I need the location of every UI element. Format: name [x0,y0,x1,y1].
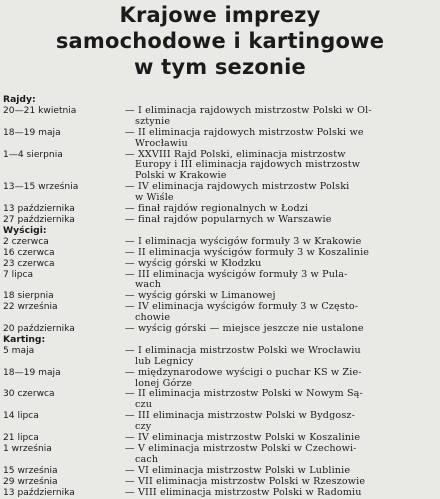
schedule-entry [3,324,439,335]
event-description [125,259,439,270]
description-line: — II eliminacja wyścigów formuły 3 w Koszalinie [125,246,370,258]
description-line: — I eliminacja mistrzostw Polski we Wrocławiu [125,344,361,356]
event-date: 18—19 maja [3,127,61,138]
event-date: 23 czerwca [3,258,55,269]
event-description [125,324,439,335]
description-line: — finał rajdów regionalnych w Łodzi [125,203,309,215]
description-line: — VII eliminacja mistrzostw Polski w Rzeszowie [125,475,366,487]
section-heading: Karting: [3,333,46,345]
description-line: lub Legnicy [135,355,194,367]
schedule-entry [3,477,439,488]
title-line-1: Krajowe imprezy [119,3,321,27]
schedule-entry [3,488,439,499]
event-description [125,368,439,390]
event-date: 1—4 sierpnia [3,149,63,160]
event-date: 13 października [3,204,75,215]
event-date: 13 października [3,487,75,498]
schedule-entry [3,248,439,259]
description-line: — III eliminacja wyścigów formuły 3 w Pula- [125,268,348,280]
description-line: — II eliminacja mistrzostw Polski w Nowym Są- [125,388,363,400]
event-date: 30 czerwca [3,389,55,400]
event-date: 1 września [3,444,52,454]
schedule-entry [3,346,439,368]
event-date: 14 lipca [3,411,39,422]
description-line: — I eliminacja wyścigów formuły 3 w Krakowie [125,235,362,247]
schedule-entry [3,444,439,466]
description-line: — IV eliminacja wyścigów formuły 3 w Często- [125,301,359,313]
description-line: lonej Górze [135,377,193,389]
description-line: — V eliminacja mistrzostw Polski w Czechowi- [125,443,357,454]
description-line: — III eliminacja mistrzostw Polski w Bydgosz- [125,410,355,422]
description-line: — wyścig górski — miejsce jeszcze nie ustalone [125,323,364,335]
event-date: 5 maja [3,345,35,356]
event-date: 22 września [3,302,58,313]
event-date: 13—15 września [3,182,79,193]
schedule-entry [3,302,439,324]
schedule-entry [3,150,439,183]
event-description [125,346,439,368]
event-description [125,106,439,128]
event-description [125,389,439,411]
schedule-entry [3,411,439,433]
event-schedule [3,95,439,499]
schedule-entry [3,270,439,292]
section-heading: Wyścigi: [3,224,47,236]
event-description [125,477,439,488]
title-line-3: w tym sezonie [133,55,306,79]
event-date: 7 lipca [3,269,34,280]
schedule-entry [3,259,439,270]
event-description [125,150,439,183]
event-date: 21 lipca [3,433,39,444]
event-date: 27 października [3,214,75,225]
description-line: — I eliminacja rajdowych mistrzostw Polski w Ol- [125,104,372,116]
event-date: 18—19 maja [3,367,61,378]
event-description [125,215,439,226]
description-line: chowie [135,312,171,324]
schedule-entry [3,128,439,150]
schedule-entry [3,368,439,390]
schedule-entry [3,389,439,411]
description-line: cach [135,453,159,465]
event-description [125,302,439,324]
title-line-2: samochodowe i kartingowe [55,29,385,53]
event-description [125,128,439,150]
event-description [125,444,439,466]
description-line: — XXVIII Rajd Polski, eliminacja mistrzostw [125,148,346,160]
description-line: czy [135,421,152,433]
event-date: 2 czerwca [3,236,49,247]
description-line: — IV eliminacja mistrzostw Polski w Koszalinie [125,432,361,444]
description-line: sztynie [135,115,171,127]
event-description [125,270,439,292]
description-line: — VI eliminacja mistrzostw Polski w Lublinie [125,464,351,476]
event-date: 18 sierpnia [3,291,54,302]
description-line: Europy i III eliminacja rajdowych mistrzostw [135,159,361,171]
schedule-entry [3,215,439,226]
description-line: wach [135,279,162,291]
event-description [125,182,439,204]
description-line: — wyścig górski w Kłodzku [125,257,262,269]
event-date: 20 października [3,324,75,335]
description-line: Polski w Krakowie [135,170,227,182]
description-line: w Wiśle [135,192,174,204]
article-title [0,2,440,80]
event-date: 16 czerwca [3,247,55,258]
description-line: — IV eliminacja rajdowych mistrzostw Polski [125,181,350,193]
description-line: — finał rajdów popularnych w Warszawie [125,213,332,225]
description-line: — II eliminacja rajdowych mistrzostw Polski we [125,126,364,138]
schedule-entry [3,106,439,128]
description-line: czu [135,399,153,411]
description-line: — VIII eliminacja mistrzostw Polski w Radomiu [125,486,362,498]
schedule-entry [3,182,439,204]
description-line: Wrocławiu [135,137,188,149]
description-line: — wyścig górski w Limanowej [125,290,276,302]
event-date: 20—21 kwietnia [3,105,77,116]
event-date: 29 września [3,476,58,487]
description-line: — międzynarodowe wyścigi o puchar KS w Zie- [125,366,362,378]
event-description [125,411,439,433]
event-description [125,248,439,259]
section-heading: Rajdy: [3,94,36,105]
event-description [125,488,439,499]
event-date: 15 września [3,465,58,476]
